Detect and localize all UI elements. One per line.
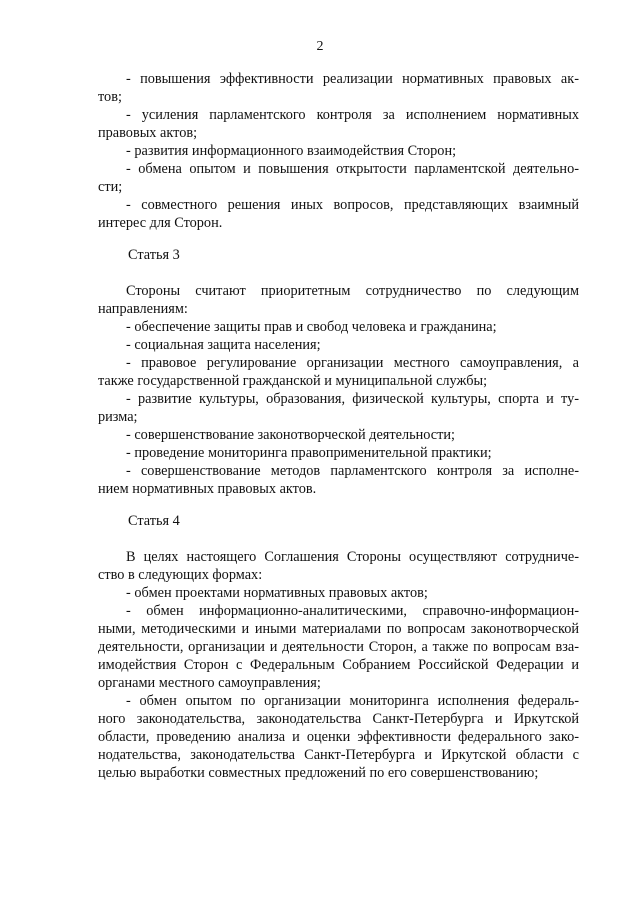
text-line: - совершенствование методов парламентского контроля за исполне- [126,463,579,479]
text-line: - совместного решения иных вопросов, представляющих взаимный [126,197,579,213]
text-line: направлениям: [98,301,188,317]
text-line: интерес для Сторон. [98,215,223,231]
text-line: - усиления парламентского контроля за исполнением нормативных [126,107,579,123]
text-line: имодействия Сторон с Федеральным Собранием Российской Федерации и [98,657,579,673]
text-line: также государственной гражданской и муниципальной службы; [98,373,488,389]
text-line: - развития информационного взаимодействия Сторон; [126,143,457,159]
text-line: нием нормативных правовых актов. [98,481,317,497]
text-line: - правовое регулирование организации местного самоуправления, а [126,355,579,371]
text-line: целью выработки совместных предложений по его совершенствованию; [98,765,539,781]
text-line: деятельности, организации и деятельности Сторон, а также по вопросам вза- [98,639,579,655]
text-line: правовых актов; [98,125,198,141]
text-line: ство в следующих формах: [98,567,263,583]
text-line: ного законодательства, законодательства Санкт-Петербурга и Иркутской [98,711,579,727]
text-line: области, проведению анализа и оценки эффективности федерального зако- [98,729,579,745]
text-line: - проведение мониторинга правоприменительной практики; [126,445,492,461]
text-line: ными, методическими и иными материалами по вопросам законотворческой [98,621,579,637]
article-4-heading: Статья 4 [128,513,180,529]
text-line: Стороны считают приоритетным сотрудничество по следующим [126,283,579,299]
text-line: тов; [98,89,122,105]
text-line: - обмена опытом и повышения открытости парламентской деятельно- [126,161,579,177]
text-line: - обмен информационно-аналитическими, справочно-информацион- [126,603,579,619]
text-line: - развитие культуры, образования, физической культуры, спорта и ту- [126,391,579,407]
article-3-heading: Статья 3 [128,247,180,263]
text-line: сти; [98,179,123,195]
text-line: - совершенствование законотворческой деятельности; [126,427,455,443]
text-line: нодательства, законодательства Санкт-Петербурга и Иркутской области с [98,747,579,763]
text-line: - обеспечение защиты прав и свобод человека и гражданина; [126,319,497,335]
text-line: - повышения эффективности реализации нормативных правовых ак- [126,71,579,87]
text-line: - обмен проектами нормативных правовых актов; [126,585,428,601]
page-number: 2 [316,39,324,54]
text-line: - социальная защита населения; [126,337,321,353]
text-line: ризма; [98,409,138,425]
text-line: органами местного самоуправления; [98,675,321,691]
text-line: В целях настоящего Соглашения Стороны осуществляют сотрудниче- [126,549,579,565]
text-line: - обмен опытом по организации мониторинга исполнения федераль- [126,693,579,709]
